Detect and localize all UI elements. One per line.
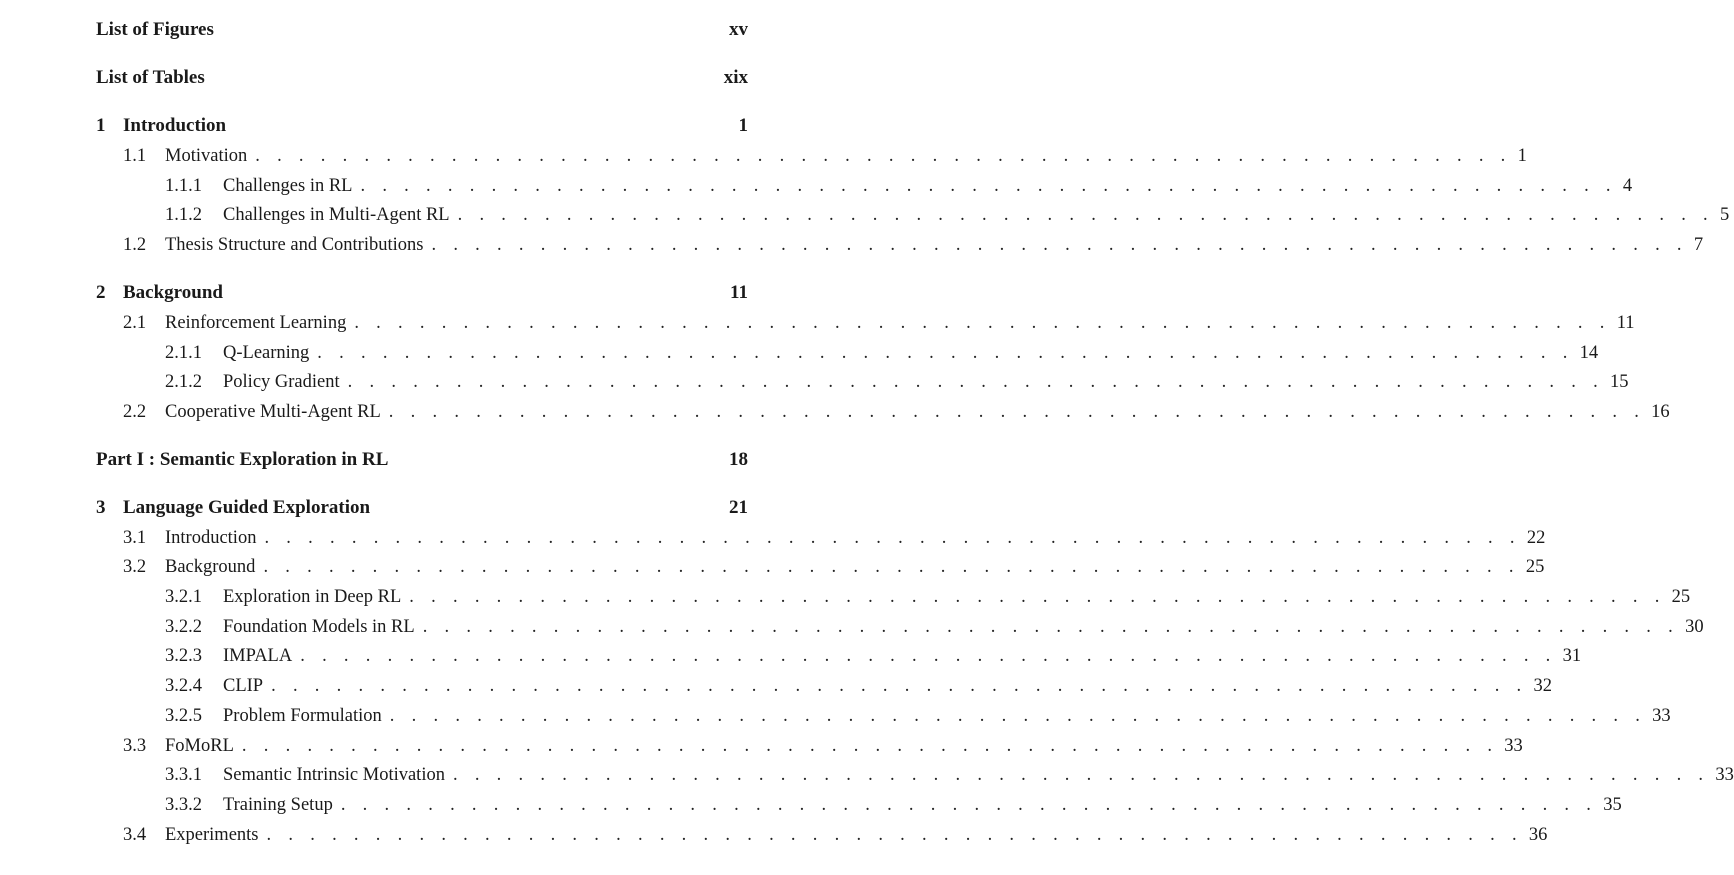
entry-page: 21	[729, 497, 748, 518]
subsection-title: Problem Formulation	[223, 706, 382, 726]
toc-subsection-1-1-2[interactable]	[96, 203, 1730, 227]
dot-leader: . . . . . . . . . . . . . . . . . . . . . . . . . . . . . . . . . . . . . . . . . . . . . . . . . . . . . . . . . .	[360, 176, 1617, 196]
toc-subsection-3-2-5[interactable]	[96, 704, 1671, 728]
part-title: Part I : Semantic Exploration in RL	[96, 449, 389, 470]
dot-leader: . . . . . . . . . . . . . . . . . . . . . . . . . . . . . . . . . . . . . . . . . . . . . . . . . . . . . . . . . .	[347, 372, 1605, 392]
subsection-title: Exploration in Deep RL	[223, 587, 402, 607]
toc-subsection-3-3-1[interactable]	[96, 763, 1734, 787]
toc-subsection-3-2-3[interactable]	[96, 644, 1582, 668]
entry-page: 1	[1517, 146, 1527, 166]
section-number: 1.2	[123, 235, 147, 255]
subsection-title: IMPALA	[223, 646, 293, 666]
toc-section-1-1[interactable]	[96, 144, 1527, 168]
dot-leader: . . . . . . . . . . . . . . . . . . . . . . . . . . . . . . . . . . . . . . . . . . . . . . . . . . . . . . . . . .	[255, 146, 1512, 166]
subsection-number: 1.1.1	[165, 176, 202, 196]
dot-leader: . . . . . . . . . . . . . . . . . . . . . . . . . . . . . . . . . . . . . . . . . . . . . . . . . . . . . . . . . .	[422, 617, 1680, 637]
entry-page: 33	[1652, 706, 1671, 726]
section-title: Cooperative Multi-Agent RL	[165, 402, 381, 422]
subsection-title: CLIP	[223, 676, 264, 696]
dot-leader: . . . . . . . . . . . . . . . . . . . . . . . . . . . . . . . . . . . . . . . . . . . . . . . . . . . . . . . . . .	[271, 676, 1528, 696]
entry-page: 25	[1525, 557, 1545, 577]
section-number: 2.1	[123, 313, 147, 333]
dot-leader: . . . . . . . . . . . . . . . . . . . . . . . . . . . . . . . . . . . . . . . . . . . . . . . . . . . . . . . . . .	[457, 205, 1714, 225]
entry-page: 16	[1651, 402, 1670, 422]
toc-section-3-4[interactable]	[96, 823, 1548, 847]
chapter-title: Background	[123, 282, 223, 303]
section-number: 3.1	[123, 528, 147, 548]
toc-section-3-2[interactable]	[96, 555, 1545, 579]
toc-section-3-3[interactable]	[96, 734, 1523, 758]
entry-page: 30	[1685, 617, 1704, 637]
toc-section-1-2[interactable]	[96, 233, 1704, 257]
section-title: Motivation	[165, 146, 248, 166]
subsection-number: 3.2.2	[165, 617, 202, 637]
chapter-number: 2	[96, 282, 106, 303]
subsection-title: Q-Learning	[223, 343, 310, 363]
entry-page: 33	[1715, 765, 1734, 785]
section-title: Background	[165, 557, 256, 577]
dot-leader: . . . . . . . . . . . . . . . . . . . . . . . . . . . . . . . . . . . . . . . . . . . . . . . . . . . . . . . . . .	[452, 765, 1710, 785]
subsection-number: 1.1.2	[165, 205, 202, 225]
subsection-title: Semantic Intrinsic Motivation	[223, 765, 445, 785]
subsection-title: Challenges in RL	[223, 176, 353, 196]
section-title: FoMoRL	[165, 736, 234, 756]
chapter-title: Introduction	[123, 115, 227, 136]
toc-entry-list-of-figures[interactable]	[96, 18, 748, 42]
dot-leader: . . . . . . . . . . . . . . . . . . . . . . . . . . . . . . . . . . . . . . . . . . . . . . . . . . . . . . . . . .	[266, 825, 1523, 845]
toc-section-2-1[interactable]	[96, 311, 1635, 335]
toc-section-3-1[interactable]	[96, 526, 1546, 550]
toc-chapter-3[interactable]	[96, 496, 748, 520]
entry-page: xv	[729, 19, 748, 40]
section-title: Introduction	[165, 528, 257, 548]
toc-part-1[interactable]	[96, 448, 748, 472]
subsection-number: 3.2.1	[165, 587, 202, 607]
entry-page: 31	[1562, 646, 1582, 666]
entry-title: List of Figures	[96, 19, 214, 40]
entry-page: 22	[1526, 528, 1546, 548]
dot-leader: . . . . . . . . . . . . . . . . . . . . . . . . . . . . . . . . . . . . . . . . . . . . . . . . . . . . . . . . . .	[388, 402, 1646, 422]
chapter-title: Language Guided Exploration	[123, 497, 371, 518]
chapter-number: 3	[96, 497, 106, 518]
subsection-number: 2.1.1	[165, 343, 202, 363]
subsection-title: Policy Gradient	[223, 372, 340, 392]
subsection-title: Foundation Models in RL	[223, 617, 415, 637]
toc-entry-list-of-tables[interactable]	[96, 66, 748, 90]
entry-page: 32	[1533, 676, 1552, 696]
entry-page: 14	[1579, 343, 1599, 363]
section-number: 1.1	[123, 146, 147, 166]
toc-subsection-3-2-1[interactable]	[96, 585, 1691, 609]
entry-page: 35	[1603, 795, 1622, 815]
entry-title: List of Tables	[96, 67, 205, 88]
subsection-number: 3.3.2	[165, 795, 202, 815]
toc-section-2-2[interactable]	[96, 400, 1670, 424]
entry-page: 36	[1528, 825, 1548, 845]
section-number: 3.2	[123, 557, 147, 577]
entry-page: 15	[1610, 372, 1629, 392]
toc-subsection-3-2-2[interactable]	[96, 615, 1704, 639]
entry-page: 33	[1504, 736, 1523, 756]
toc-subsection-2-1-1[interactable]	[96, 341, 1599, 365]
subsection-title: Training Setup	[223, 795, 333, 815]
entry-page: 11	[1616, 313, 1635, 333]
dot-leader: . . . . . . . . . . . . . . . . . . . . . . . . . . . . . . . . . . . . . . . . . . . . . . . . . . . . . . . . . .	[389, 706, 1647, 726]
section-number: 2.2	[123, 402, 147, 422]
section-title: Thesis Structure and Contributions	[165, 235, 424, 255]
subsection-number: 3.2.4	[165, 676, 202, 696]
toc-subsection-3-3-2[interactable]	[96, 793, 1622, 817]
chapter-number: 1	[96, 115, 106, 136]
entry-page: xix	[723, 67, 748, 88]
entry-page: 5	[1719, 205, 1730, 225]
dot-leader: . . . . . . . . . . . . . . . . . . . . . . . . . . . . . . . . . . . . . . . . . . . . . . . . . . . . . . . . . .	[300, 646, 1557, 666]
subsection-title: Challenges in Multi-Agent RL	[223, 205, 450, 225]
entry-page: 7	[1693, 235, 1704, 255]
dot-leader: . . . . . . . . . . . . . . . . . . . . . . . . . . . . . . . . . . . . . . . . . . . . . . . . . . . . . . . . . .	[431, 235, 1688, 255]
dot-leader: . . . . . . . . . . . . . . . . . . . . . . . . . . . . . . . . . . . . . . . . . . . . . . . . . . . . . . . . . .	[241, 736, 1499, 756]
entry-page: 4	[1622, 176, 1633, 196]
dot-leader: . . . . . . . . . . . . . . . . . . . . . . . . . . . . . . . . . . . . . . . . . . . . . . . . . . . . . . . . . .	[354, 313, 1611, 333]
toc-subsection-1-1-1[interactable]	[96, 174, 1633, 198]
toc-chapter-2[interactable]	[96, 281, 748, 305]
dot-leader: . . . . . . . . . . . . . . . . . . . . . . . . . . . . . . . . . . . . . . . . . . . . . . . . . . . . . . . . . .	[264, 528, 1521, 548]
dot-leader: . . . . . . . . . . . . . . . . . . . . . . . . . . . . . . . . . . . . . . . . . . . . . . . . . . . . . . . . . .	[340, 795, 1598, 815]
subsection-number: 2.1.2	[165, 372, 202, 392]
subsection-number: 3.2.3	[165, 646, 202, 666]
toc-subsection-2-1-2[interactable]	[96, 370, 1629, 394]
subsection-number: 3.2.5	[165, 706, 202, 726]
dot-leader: . . . . . . . . . . . . . . . . . . . . . . . . . . . . . . . . . . . . . . . . . . . . . . . . . . . . . . . . . .	[263, 557, 1520, 577]
entry-page: 1	[738, 115, 748, 136]
toc-subsection-3-2-4[interactable]	[96, 674, 1552, 698]
entry-page: 25	[1671, 587, 1691, 607]
entry-page: 11	[730, 282, 748, 303]
section-number: 3.3	[123, 736, 147, 756]
section-title: Reinforcement Learning	[165, 313, 347, 333]
section-title: Experiments	[165, 825, 259, 845]
section-number: 3.4	[123, 825, 147, 845]
dot-leader: . . . . . . . . . . . . . . . . . . . . . . . . . . . . . . . . . . . . . . . . . . . . . . . . . . . . . . . . . .	[409, 587, 1666, 607]
toc-chapter-1[interactable]	[96, 114, 748, 138]
subsection-number: 3.3.1	[165, 765, 202, 785]
entry-page: 18	[729, 449, 748, 470]
dot-leader: . . . . . . . . . . . . . . . . . . . . . . . . . . . . . . . . . . . . . . . . . . . . . . . . . . . . . . . . . .	[317, 343, 1574, 363]
